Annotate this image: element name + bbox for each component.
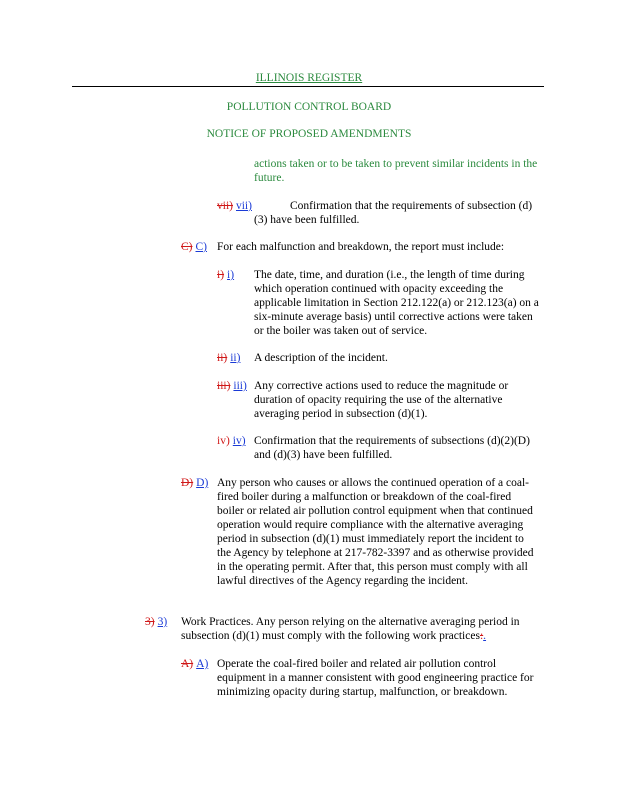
label-C-ii: ii) ii)	[217, 352, 241, 364]
item-A-text: Operate the coal-fired boiler and related air pollution control equipment in a manner consistent with good engineering practice for minimizing opacity during startup, malfunction, or breakdown.	[217, 658, 534, 698]
board-title: POLLUTION CONTROL BOARD	[226, 101, 392, 113]
label-C-i: i) i)	[217, 269, 235, 281]
label-D: D) D)	[181, 477, 209, 489]
item-C-i-text: The date, time, and duration (i.e., the length of time during which operation continued with opacity exceeding the applicable limitation in Section 212.122(a) or 212.123(a) on a six-minute average basis) until corrective actions were taken or the boiler was taken out of service.	[254, 269, 539, 337]
item-D-text: Any person who causes or allows the continued operation of a coal-fired boiler during a malfunction or breakdown of the coal-fired boiler or related air pollution control equipment when that continued operation would require compliance with the alternative averaging period in subsection (d)(1) must immediately report the incident to the Agency by telephone at 217-782-3397 and as otherwise provided in the operating permit. After that, this person must comply with all lawful directives of the Agency regarding the incident.	[217, 477, 534, 587]
label-C-iv: iv) iv)	[217, 435, 246, 447]
continuation-text: actions taken or to be taken to prevent similar incidents in the future.	[254, 158, 538, 184]
header-rule	[72, 86, 544, 87]
item-vii-text: Confirmation that the requirements of subsection (d)(3) have been fulfilled.	[254, 200, 533, 226]
item-3-deleted-punct: :	[479, 630, 484, 642]
item-3-added-punct: .	[483, 630, 487, 642]
label-3: 3) 3)	[145, 616, 168, 628]
register-title: ILLINOIS REGISTER	[255, 72, 363, 84]
label-C: C) C)	[181, 241, 207, 253]
item-3-body: Work Practices. Any person relying on the alternative averaging period in subsection (d)(1) must comply with the following work practices	[181, 616, 520, 642]
notice-title: NOTICE OF PROPOSED AMENDMENTS	[206, 128, 412, 140]
label-vii: vii) vii)	[217, 200, 252, 212]
item-3-text	[181, 615, 539, 643]
item-C-iv-text: Confirmation that the requirements of subsections (d)(2)(D) and (d)(3) have been fulfilled.	[254, 435, 530, 461]
item-C-text: For each malfunction and breakdown, the report must include:	[217, 241, 505, 253]
item-C-iii-text: Any corrective actions used to reduce the magnitude or duration of opacity requiring the use of the alternative averaging period in subsection (d)(1).	[254, 380, 509, 420]
label-A: A) A)	[181, 658, 209, 670]
label-C-iii: iii) iii)	[217, 380, 247, 392]
item-C-ii-text: A description of the incident.	[254, 352, 388, 364]
